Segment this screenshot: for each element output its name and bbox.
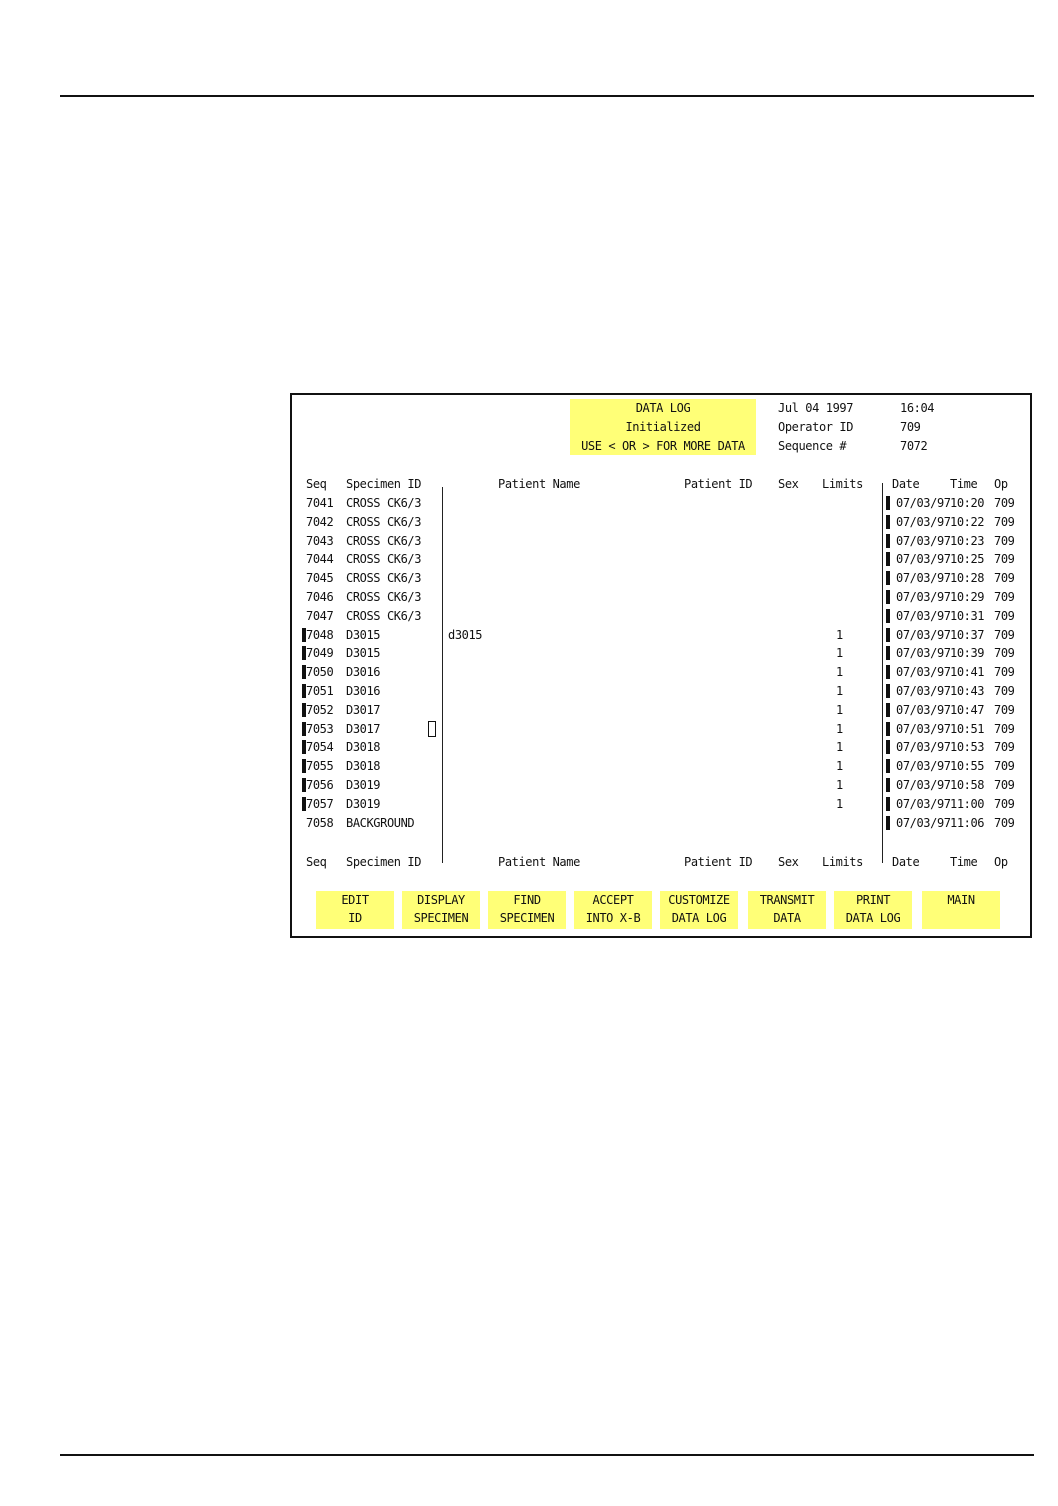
cell-limits: 1 bbox=[836, 721, 843, 736]
table-row[interactable] bbox=[292, 513, 1032, 532]
button-label: EDIT bbox=[341, 893, 369, 907]
cell-specimen-id: D3016 bbox=[346, 684, 381, 698]
row-flag-marker bbox=[302, 665, 306, 679]
cell-seq: 7058 bbox=[306, 815, 334, 830]
cell-date: 07/03/97 bbox=[896, 778, 951, 792]
row-marker bbox=[886, 496, 890, 510]
cell-op: 709 bbox=[994, 496, 1015, 510]
cell-specimen-id: D3019 bbox=[346, 778, 381, 792]
button-label: DATA bbox=[773, 911, 801, 925]
col-header-op: Op bbox=[994, 477, 1008, 491]
table-row[interactable] bbox=[292, 644, 1032, 663]
table-header-bottom bbox=[292, 853, 1032, 872]
cell-specimen-id: D3019 bbox=[346, 796, 381, 811]
cell-seq: 7052 bbox=[306, 702, 334, 717]
table-row[interactable] bbox=[292, 607, 1032, 626]
page-bottom-rule bbox=[60, 1454, 1034, 1456]
col-header-patient-name: Patient Name bbox=[498, 855, 580, 869]
cell-op: 709 bbox=[994, 759, 1015, 774]
col-header-patient-id: Patient ID bbox=[684, 855, 753, 869]
screen-title: DATA LOG bbox=[635, 401, 691, 415]
transmit-data-button[interactable] bbox=[748, 891, 826, 929]
button-label: ACCEPT bbox=[592, 893, 634, 907]
cell-specimen-id: D3015 bbox=[346, 646, 381, 661]
row-marker bbox=[886, 684, 890, 698]
find-specimen-button[interactable] bbox=[488, 891, 566, 929]
table-header-top bbox=[292, 475, 1032, 494]
display-specimen-button[interactable] bbox=[402, 891, 480, 929]
col-header-time: Time bbox=[950, 855, 978, 869]
sequence-label: Sequence # bbox=[778, 439, 847, 453]
cell-date: 07/03/97 bbox=[896, 514, 951, 529]
button-label: CUSTOMIZE bbox=[668, 893, 730, 907]
cell-date: 07/03/97 bbox=[896, 496, 951, 510]
cell-date: 07/03/97 bbox=[896, 627, 951, 642]
col-header-date: Date bbox=[892, 855, 920, 869]
cell-date: 07/03/97 bbox=[896, 590, 951, 604]
row-marker bbox=[886, 778, 890, 792]
col-header-specimen-id: Specimen ID bbox=[346, 477, 422, 491]
edit-id-button[interactable] bbox=[316, 891, 394, 929]
navigation-hint: USE < OR > FOR MORE DATA bbox=[581, 438, 745, 453]
cell-op: 709 bbox=[994, 590, 1015, 604]
cell-seq: 7053 bbox=[306, 721, 334, 736]
cell-date: 07/03/97 bbox=[896, 608, 951, 623]
col-header-limits: Limits bbox=[822, 477, 863, 491]
row-marker bbox=[886, 816, 890, 830]
table-row[interactable] bbox=[292, 701, 1032, 720]
cell-time: 10:58 bbox=[950, 778, 985, 792]
sequence-value: 7072 bbox=[900, 439, 928, 453]
cell-op: 709 bbox=[994, 608, 1015, 623]
cell-specimen-id: BACKGROUND bbox=[346, 815, 415, 830]
cell-time: 10:51 bbox=[950, 721, 985, 736]
cell-limits: 1 bbox=[836, 665, 843, 680]
cell-limits: 1 bbox=[836, 684, 843, 698]
cell-op: 709 bbox=[994, 514, 1015, 529]
table-row[interactable] bbox=[292, 814, 1032, 833]
col-header-patient-id: Patient ID bbox=[684, 477, 753, 491]
row-marker bbox=[886, 665, 890, 679]
cell-date: 07/03/97 bbox=[896, 533, 951, 548]
cell-specimen-id: D3018 bbox=[346, 740, 381, 755]
cell-seq: 7049 bbox=[306, 646, 334, 661]
cell-time: 10:37 bbox=[950, 627, 985, 642]
cell-time: 10:39 bbox=[950, 646, 985, 661]
row-flag-marker bbox=[302, 684, 306, 698]
cell-op: 709 bbox=[994, 721, 1015, 736]
cell-time: 10:55 bbox=[950, 759, 985, 774]
cell-specimen-id: D3016 bbox=[346, 665, 381, 680]
operator-id-label: Operator ID bbox=[778, 420, 854, 434]
table-row[interactable] bbox=[292, 757, 1032, 776]
cell-time: 10:43 bbox=[950, 684, 985, 698]
cell-seq: 7050 bbox=[306, 665, 334, 680]
cell-specimen-id: CROSS CK6/3 bbox=[346, 608, 422, 623]
cell-time: 10:31 bbox=[950, 608, 985, 623]
table-row[interactable] bbox=[292, 776, 1032, 795]
row-flag-marker bbox=[302, 703, 306, 717]
cell-time: 10:25 bbox=[950, 552, 985, 567]
cell-seq: 7043 bbox=[306, 533, 334, 548]
main-button[interactable] bbox=[922, 891, 1000, 929]
cell-specimen-id: D3015 bbox=[346, 627, 381, 642]
cell-time: 10:41 bbox=[950, 665, 985, 680]
cell-date: 07/03/97 bbox=[896, 721, 951, 736]
cell-time: 11:06 bbox=[950, 815, 985, 830]
cell-seq: 7057 bbox=[306, 796, 334, 811]
col-header-sex: Sex bbox=[778, 477, 799, 491]
operator-id-value: 709 bbox=[900, 420, 921, 434]
table-row[interactable] bbox=[292, 738, 1032, 757]
button-label: MAIN bbox=[947, 893, 975, 907]
cell-seq: 7045 bbox=[306, 571, 334, 586]
cell-seq: 7051 bbox=[306, 684, 334, 698]
cell-op: 709 bbox=[994, 552, 1015, 567]
row-flag-marker bbox=[302, 646, 306, 660]
button-label: DISPLAY bbox=[417, 893, 465, 907]
cell-time: 10:29 bbox=[950, 590, 985, 604]
cell-time: 10:47 bbox=[950, 702, 985, 717]
col-header-seq: Seq bbox=[306, 477, 327, 491]
button-label: ID bbox=[348, 911, 362, 925]
button-label: SPECIMEN bbox=[413, 911, 469, 925]
button-label: TRANSMIT bbox=[759, 893, 815, 907]
cell-limits: 1 bbox=[836, 778, 843, 792]
table-row[interactable] bbox=[292, 532, 1032, 551]
row-marker bbox=[886, 571, 890, 585]
col-header-specimen-id: Specimen ID bbox=[346, 855, 422, 869]
row-marker bbox=[886, 552, 890, 566]
cell-limits: 1 bbox=[836, 759, 843, 774]
cell-op: 709 bbox=[994, 702, 1015, 717]
cell-time: 10:20 bbox=[950, 496, 985, 510]
cell-op: 709 bbox=[994, 533, 1015, 548]
table-row[interactable] bbox=[292, 494, 1032, 513]
button-label: DATA LOG bbox=[845, 911, 901, 925]
row-flag-marker bbox=[302, 797, 306, 811]
cell-op: 709 bbox=[994, 665, 1015, 680]
cell-time: 10:23 bbox=[950, 533, 985, 548]
cell-op: 709 bbox=[994, 815, 1015, 830]
button-label: FIND bbox=[513, 893, 541, 907]
title-box bbox=[570, 399, 756, 455]
cell-specimen-id: CROSS CK6/3 bbox=[346, 552, 422, 567]
cell-limits: 1 bbox=[836, 740, 843, 755]
col-header-time: Time bbox=[950, 477, 978, 491]
cell-date: 07/03/97 bbox=[896, 796, 951, 811]
cell-date: 07/03/97 bbox=[896, 815, 951, 830]
cell-time: 10:22 bbox=[950, 514, 985, 529]
col-header-op: Op bbox=[994, 855, 1008, 869]
cell-seq: 7044 bbox=[306, 552, 334, 567]
cell-op: 709 bbox=[994, 740, 1015, 755]
cell-date: 07/03/97 bbox=[896, 759, 951, 774]
cell-seq: 7046 bbox=[306, 590, 334, 604]
cell-time: 10:53 bbox=[950, 740, 985, 755]
customize-data-log-button[interactable] bbox=[660, 891, 738, 929]
cell-op: 709 bbox=[994, 646, 1015, 661]
row-marker bbox=[886, 703, 890, 717]
cell-seq: 7041 bbox=[306, 496, 334, 510]
cell-time: 10:28 bbox=[950, 571, 985, 586]
row-marker bbox=[886, 515, 890, 529]
cell-limits: 1 bbox=[836, 627, 843, 642]
cell-date: 07/03/97 bbox=[896, 552, 951, 567]
cell-specimen-id: CROSS CK6/3 bbox=[346, 496, 422, 510]
button-label: DATA LOG bbox=[671, 911, 727, 925]
cell-date: 07/03/97 bbox=[896, 646, 951, 661]
cell-limits: 1 bbox=[836, 796, 843, 811]
table-row[interactable] bbox=[292, 550, 1032, 569]
cell-seq: 7047 bbox=[306, 608, 334, 623]
cell-date: 07/03/97 bbox=[896, 684, 951, 698]
cell-limits: 1 bbox=[836, 702, 843, 717]
cell-patient-name: d3015 bbox=[448, 627, 483, 642]
row-marker bbox=[886, 646, 890, 660]
table-row[interactable] bbox=[292, 663, 1032, 682]
row-flag-marker bbox=[302, 628, 306, 642]
row-marker bbox=[886, 759, 890, 773]
row-marker bbox=[886, 722, 890, 736]
cell-op: 709 bbox=[994, 571, 1015, 586]
cell-specimen-id: D3018 bbox=[346, 759, 381, 774]
col-header-seq: Seq bbox=[306, 855, 327, 869]
cell-op: 709 bbox=[994, 627, 1015, 642]
cell-seq: 7056 bbox=[306, 778, 334, 792]
row-marker bbox=[886, 628, 890, 642]
cell-seq: 7055 bbox=[306, 759, 334, 774]
cell-time: 11:00 bbox=[950, 796, 985, 811]
cell-date: 07/03/97 bbox=[896, 702, 951, 717]
cell-date: 07/03/97 bbox=[896, 571, 951, 586]
print-data-log-button[interactable] bbox=[834, 891, 912, 929]
row-marker bbox=[886, 590, 890, 604]
cell-specimen-id: CROSS CK6/3 bbox=[346, 533, 422, 548]
header-time: 16:04 bbox=[900, 401, 935, 415]
button-label: SPECIMEN bbox=[499, 911, 555, 925]
table-row[interactable] bbox=[292, 795, 1032, 814]
accept-into-xb-button[interactable] bbox=[574, 891, 652, 929]
col-header-date: Date bbox=[892, 477, 920, 491]
cursor-box bbox=[428, 721, 436, 737]
cell-seq: 7054 bbox=[306, 740, 334, 755]
cell-seq: 7042 bbox=[306, 514, 334, 529]
row-flag-marker bbox=[302, 740, 306, 754]
col-header-patient-name: Patient Name bbox=[498, 477, 580, 491]
button-label: INTO X-B bbox=[585, 911, 641, 925]
cell-seq: 7048 bbox=[306, 627, 334, 642]
cell-specimen-id: CROSS CK6/3 bbox=[346, 514, 422, 529]
table-row[interactable] bbox=[292, 588, 1032, 607]
col-header-limits: Limits bbox=[822, 855, 863, 869]
table-row[interactable] bbox=[292, 569, 1032, 588]
table-row[interactable] bbox=[292, 720, 1032, 739]
cell-date: 07/03/97 bbox=[896, 665, 951, 680]
table-row[interactable] bbox=[292, 682, 1032, 701]
cell-specimen-id: CROSS CK6/3 bbox=[346, 571, 422, 586]
row-flag-marker bbox=[302, 759, 306, 773]
cell-op: 709 bbox=[994, 684, 1015, 698]
cell-op: 709 bbox=[994, 796, 1015, 811]
col-header-sex: Sex bbox=[778, 855, 799, 869]
table-row[interactable] bbox=[292, 626, 1032, 645]
status-text: Initialized bbox=[625, 419, 701, 434]
cell-specimen-id: CROSS CK6/3 bbox=[346, 590, 422, 604]
row-marker bbox=[886, 534, 890, 548]
row-marker bbox=[886, 797, 890, 811]
header-date: Jul 04 1997 bbox=[778, 401, 854, 415]
cell-specimen-id: D3017 bbox=[346, 721, 381, 736]
data-log-screen bbox=[290, 393, 1032, 938]
cell-specimen-id: D3017 bbox=[346, 702, 381, 717]
cell-op: 709 bbox=[994, 778, 1015, 792]
row-flag-marker bbox=[302, 722, 306, 736]
cell-limits: 1 bbox=[836, 646, 843, 661]
row-marker bbox=[886, 740, 890, 754]
cell-date: 07/03/97 bbox=[896, 740, 951, 755]
button-label: PRINT bbox=[855, 893, 891, 907]
row-marker bbox=[886, 609, 890, 623]
row-flag-marker bbox=[302, 778, 306, 792]
page-top-rule bbox=[60, 95, 1034, 97]
